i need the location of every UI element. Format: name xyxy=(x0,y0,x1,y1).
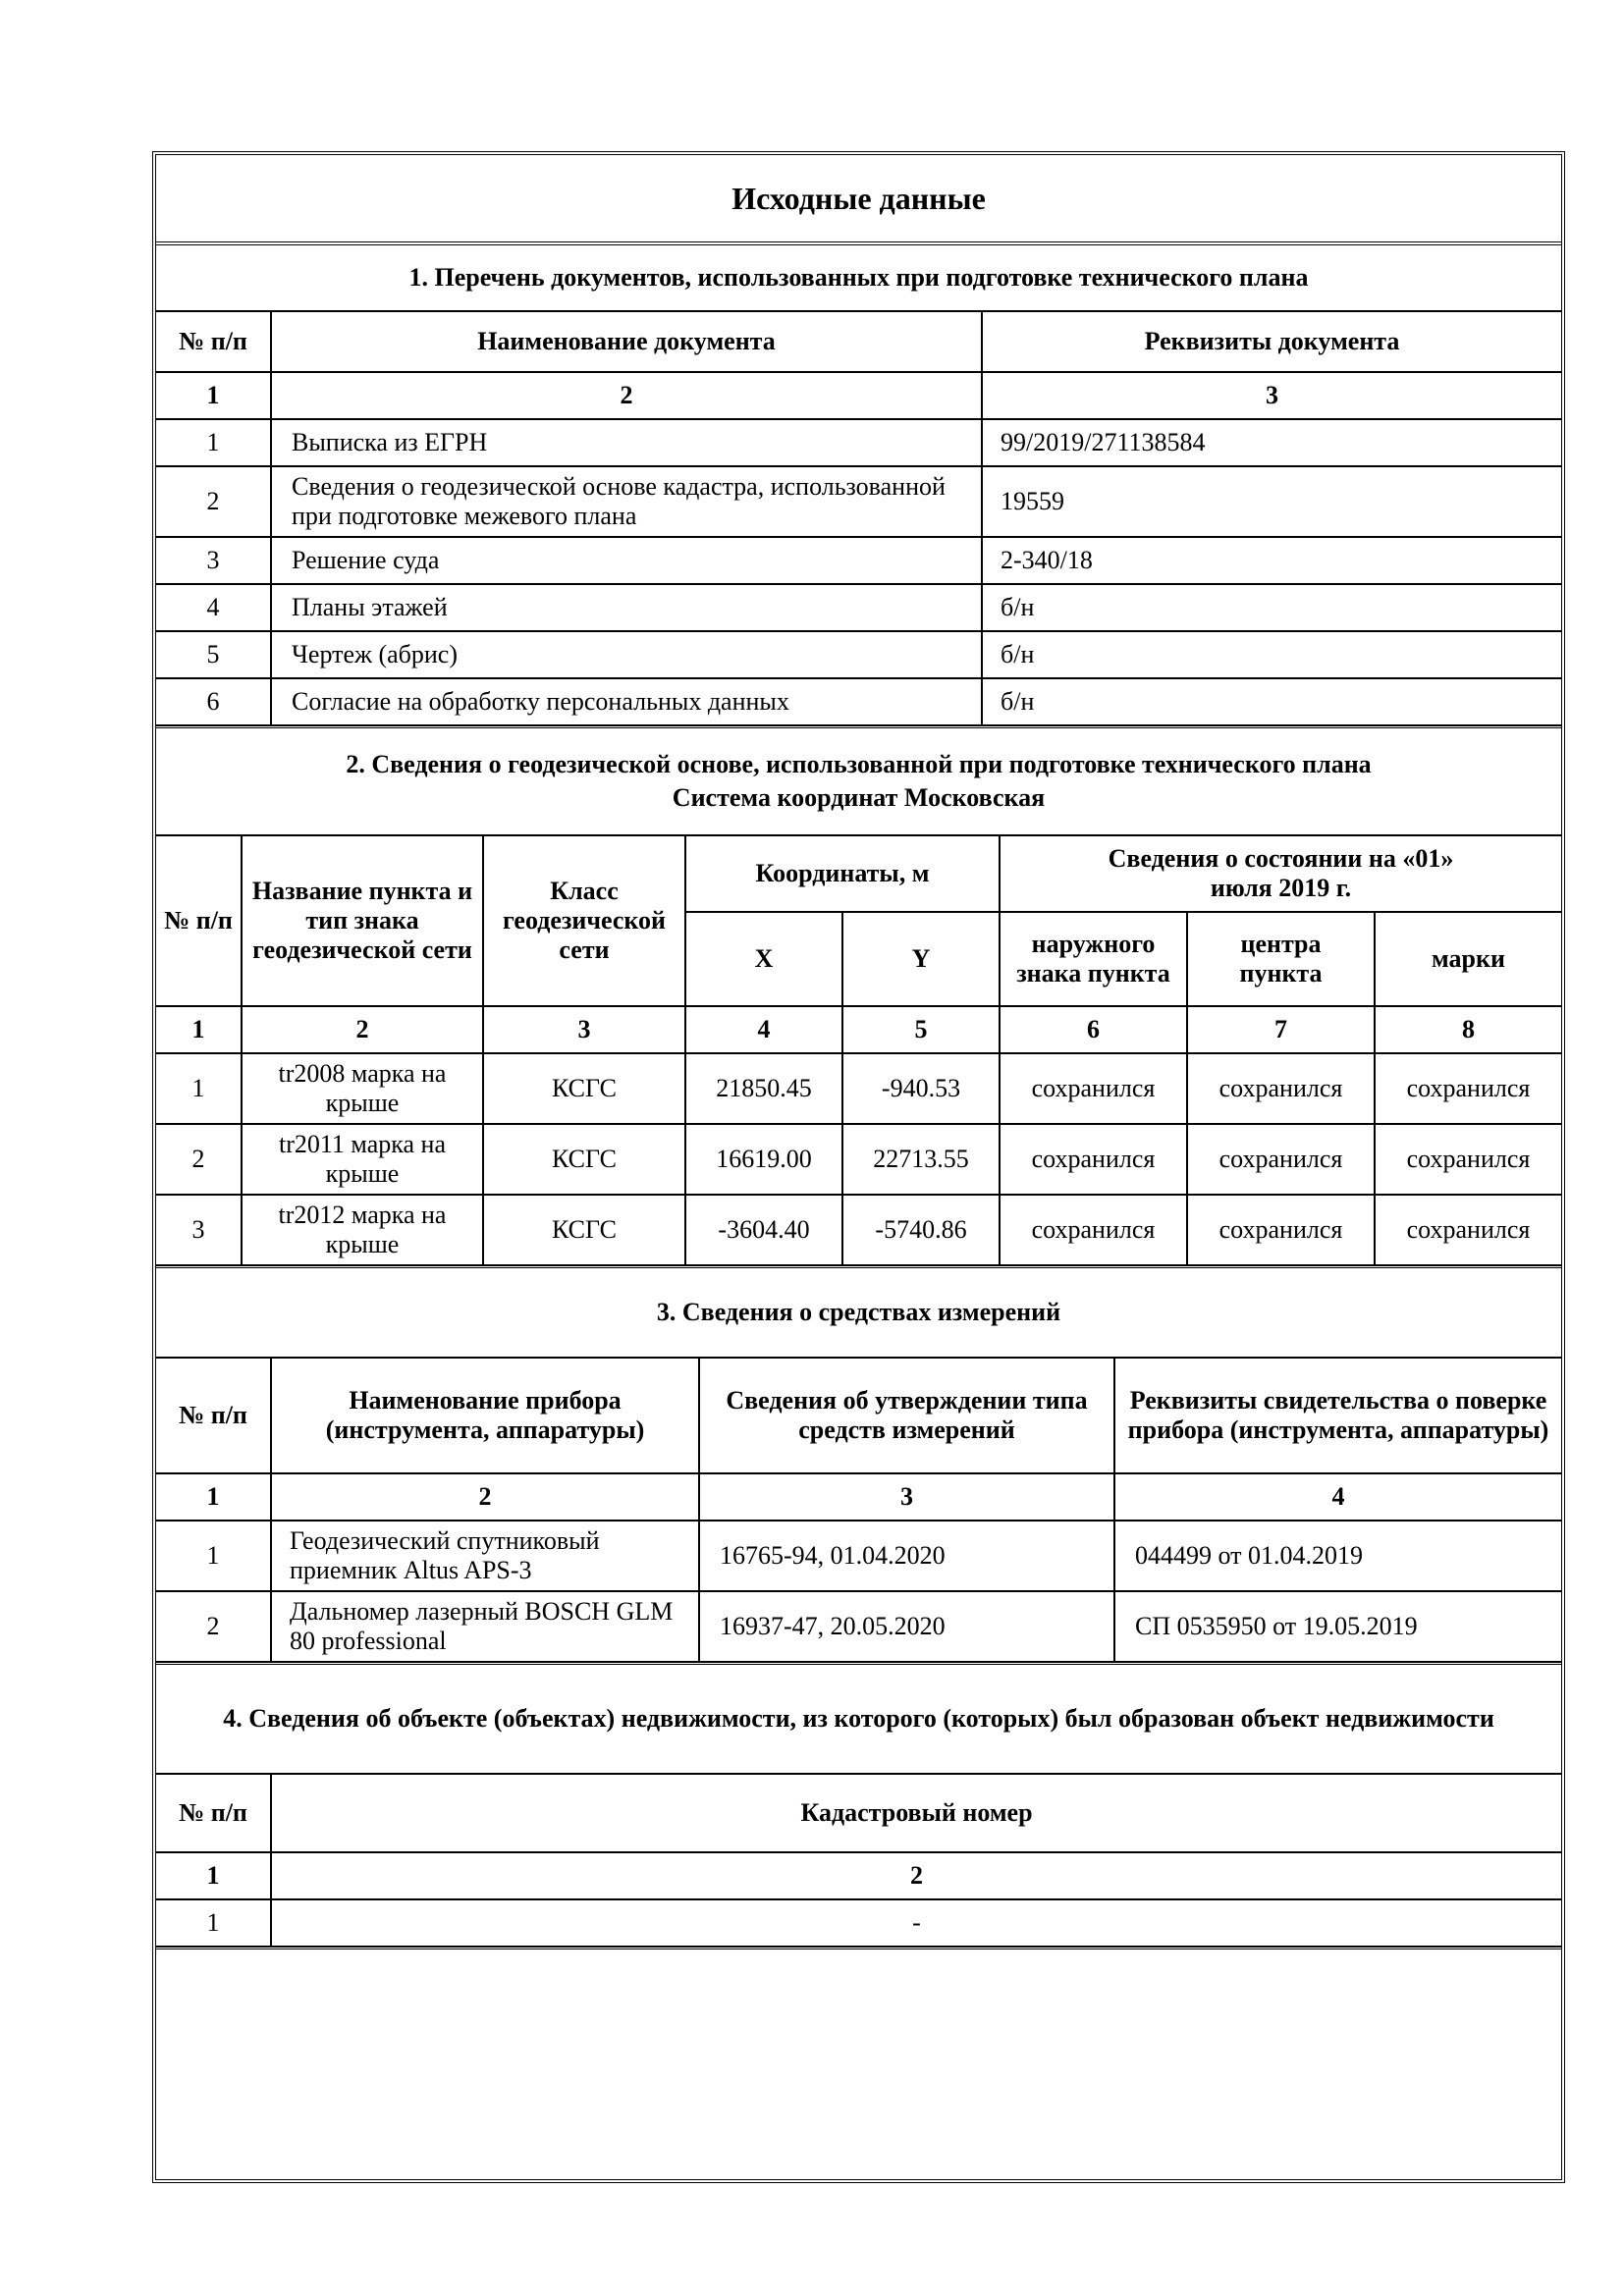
column-numbers-row xyxy=(156,1473,1561,1521)
state-center: сохранился xyxy=(1187,1195,1375,1265)
col-header-coords: Координаты, м xyxy=(685,835,1000,912)
section4-title: 4. Сведения об объекте (объектах) недвижимости, из которого (которых) был образован объект недвижимости xyxy=(223,1704,1494,1733)
row-num: 2 xyxy=(156,466,271,537)
row-num: 3 xyxy=(156,1195,242,1265)
col-header-outer: наружного знака пункта xyxy=(1000,912,1187,1006)
coord-y: 22713.55 xyxy=(842,1124,1000,1195)
device-name: Геодезический спутниковый приемник Altus APS-3 xyxy=(271,1521,699,1591)
col-number: 8 xyxy=(1375,1006,1561,1053)
table-header-row xyxy=(156,1774,1561,1852)
col-number: 3 xyxy=(483,1006,685,1053)
cadastral-number: - xyxy=(271,1899,1561,1947)
col-header-device: Наименование прибора (инструмента, аппаратуры) xyxy=(271,1358,699,1473)
col-header-num: № п/п xyxy=(156,1774,271,1852)
document-frame xyxy=(152,151,1565,2183)
table-row xyxy=(156,584,1561,631)
doc-req: 99/2019/271138584 xyxy=(982,419,1561,466)
instruments-table xyxy=(156,1357,1561,1663)
point-name: tr2008 марка на крыше xyxy=(242,1053,483,1124)
coord-x: 16619.00 xyxy=(685,1124,842,1195)
doc-req: 2-340/18 xyxy=(982,537,1561,584)
col-header-class: Класс геодезической сети xyxy=(483,835,685,1006)
doc-name: Согласие на обработку персональных данных xyxy=(271,678,982,725)
col-number: 1 xyxy=(156,1852,271,1899)
table-row xyxy=(156,1195,1561,1265)
cadastral-table xyxy=(156,1773,1561,1948)
row-num: 3 xyxy=(156,537,271,584)
row-num: 1 xyxy=(156,1899,271,1947)
column-numbers-row xyxy=(156,1006,1561,1053)
col-number: 3 xyxy=(982,372,1561,419)
network-class: КСГС xyxy=(483,1053,685,1124)
row-num: 5 xyxy=(156,631,271,678)
col-number: 2 xyxy=(271,1852,1561,1899)
network-class: КСГС xyxy=(483,1124,685,1195)
col-number: 4 xyxy=(685,1006,842,1053)
table-row xyxy=(156,631,1561,678)
state-center: сохранился xyxy=(1187,1124,1375,1195)
device-cert: 044499 от 01.04.2019 xyxy=(1114,1521,1561,1591)
column-numbers-row xyxy=(156,372,1561,419)
row-num: 1 xyxy=(156,419,271,466)
col-header-state: Сведения о состоянии на «01» июля 2019 г. xyxy=(1000,835,1561,912)
col-number: 1 xyxy=(156,1006,242,1053)
col-header-cert: Реквизиты свидетельства о поверке прибора (инструмента, аппаратуры) xyxy=(1114,1358,1561,1473)
col-number: 5 xyxy=(842,1006,1000,1053)
table-row xyxy=(156,1053,1561,1124)
device-cert: СП 0535950 от 19.05.2019 xyxy=(1114,1591,1561,1662)
divider xyxy=(156,1946,1561,1949)
row-num: 1 xyxy=(156,1521,271,1591)
col-number: 7 xyxy=(1187,1006,1375,1053)
col-header-doc-name: Наименование документа xyxy=(271,311,982,372)
table-row xyxy=(156,1591,1561,1662)
col-header-center: центра пункта xyxy=(1187,912,1375,1006)
row-num: 6 xyxy=(156,678,271,725)
col-number: 2 xyxy=(242,1006,483,1053)
doc-req: 19559 xyxy=(982,466,1561,537)
main-title: Исходные данные xyxy=(731,180,986,216)
geodetic-table xyxy=(156,834,1561,1266)
point-name: tr2011 марка на крыше xyxy=(242,1124,483,1195)
col-header-cadastral: Кадастровый номер xyxy=(271,1774,1561,1852)
state-outer: сохранился xyxy=(1000,1053,1187,1124)
col-header-y: Y xyxy=(842,912,1000,1006)
row-num: 4 xyxy=(156,584,271,631)
col-number: 6 xyxy=(1000,1006,1187,1053)
state-outer: сохранился xyxy=(1000,1124,1187,1195)
row-num: 2 xyxy=(156,1124,242,1195)
col-header-x: X xyxy=(685,912,842,1006)
doc-req: б/н xyxy=(982,631,1561,678)
doc-req: б/н xyxy=(982,584,1561,631)
doc-name: Сведения о геодезической основе кадастра, использованной при подготовке межевого плана xyxy=(271,466,982,537)
state-outer: сохранился xyxy=(1000,1195,1187,1265)
device-approval: 16937-47, 20.05.2020 xyxy=(699,1591,1114,1662)
col-number: 2 xyxy=(271,372,982,419)
device-name: Дальномер лазерный BOSCH GLM 80 professional xyxy=(271,1591,699,1662)
doc-name: Чертеж (абрис) xyxy=(271,631,982,678)
col-header-num: № п/п xyxy=(156,311,271,372)
row-num: 2 xyxy=(156,1591,271,1662)
device-approval: 16765-94, 01.04.2020 xyxy=(699,1521,1114,1591)
state-mark: сохранился xyxy=(1375,1124,1561,1195)
col-number: 1 xyxy=(156,1473,271,1521)
state-mark: сохранился xyxy=(1375,1053,1561,1124)
coord-y: -940.53 xyxy=(842,1053,1000,1124)
table-row xyxy=(156,419,1561,466)
table-header-row xyxy=(156,1358,1561,1473)
state-center: сохранился xyxy=(1187,1053,1375,1124)
table-row xyxy=(156,466,1561,537)
point-name: tr2012 марка на крыше xyxy=(242,1195,483,1265)
col-header-num: № п/п xyxy=(156,1358,271,1473)
table-header-row xyxy=(156,835,1561,912)
section2-subtitle: Система координат Московская xyxy=(672,783,1046,812)
col-number: 3 xyxy=(699,1473,1114,1521)
table-row xyxy=(156,1124,1561,1195)
doc-req: б/н xyxy=(982,678,1561,725)
col-number: 2 xyxy=(271,1473,699,1521)
col-header-mark: марки xyxy=(1375,912,1561,1006)
col-number: 1 xyxy=(156,372,271,419)
col-header-num: № п/п xyxy=(156,835,242,1006)
doc-name: Решение суда xyxy=(271,537,982,584)
table-row xyxy=(156,537,1561,584)
column-numbers-row xyxy=(156,1852,1561,1899)
table-row xyxy=(156,1521,1561,1591)
section2-title: 2. Сведения о геодезической основе, использованной при подготовке технического плана xyxy=(346,750,1372,778)
col-header-approval: Сведения об утверждении типа средств измерений xyxy=(699,1358,1114,1473)
doc-name: Планы этажей xyxy=(271,584,982,631)
network-class: КСГС xyxy=(483,1195,685,1265)
table-header-row xyxy=(156,311,1561,372)
row-num: 1 xyxy=(156,1053,242,1124)
table-row xyxy=(156,678,1561,725)
table-row xyxy=(156,1899,1561,1947)
col-number: 4 xyxy=(1114,1473,1561,1521)
coord-x: -3604.40 xyxy=(685,1195,842,1265)
section1-title: 1. Перечень документов, использованных при подготовке технического плана xyxy=(408,263,1309,292)
coord-x: 21850.45 xyxy=(685,1053,842,1124)
section2-title-block xyxy=(156,728,1561,834)
coord-y: -5740.86 xyxy=(842,1195,1000,1265)
col-header-doc-req: Реквизиты документа xyxy=(982,311,1561,372)
state-mark: сохранился xyxy=(1375,1195,1561,1265)
section3-title: 3. Сведения о средствах измерений xyxy=(656,1298,1061,1326)
doc-name: Выписка из ЕГРН xyxy=(271,419,982,466)
documents-table xyxy=(156,310,1561,726)
col-header-point: Название пункта и тип знака геодезической сети xyxy=(242,835,483,1006)
